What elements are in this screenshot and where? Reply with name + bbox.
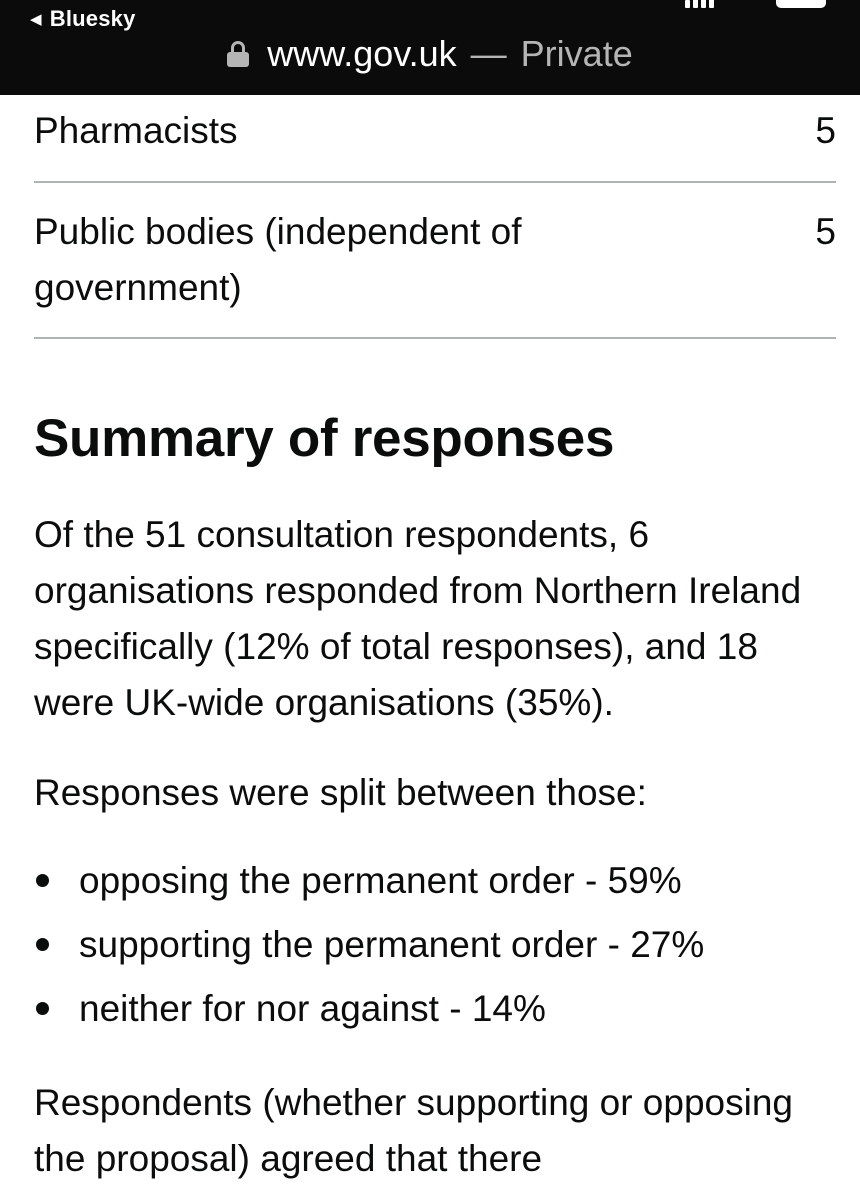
- response-split-list: [34, 849, 704, 1041]
- list-item: [34, 977, 704, 1041]
- list-item-text: supporting the permanent order - 27%: [79, 924, 705, 965]
- bullet-icon: [36, 1002, 49, 1015]
- bullet-icon: [36, 874, 49, 887]
- cellular-signal-icon: [685, 0, 714, 8]
- bullet-icon: [36, 938, 49, 951]
- list-item-text: neither for nor against - 14%: [79, 988, 546, 1029]
- back-arrow-icon: ◀: [30, 10, 42, 28]
- respondent-count-cell: 5: [815, 110, 836, 151]
- lock-icon: [227, 41, 249, 67]
- respondent-type-cell: Public bodies (independent of government): [34, 211, 522, 308]
- url-separator: —: [470, 33, 507, 74]
- table-row: [34, 103, 836, 183]
- list-item: [34, 913, 704, 977]
- list-item-text: opposing the permanent order - 59%: [79, 860, 682, 901]
- respondents-paragraph: Respondents (whether supporting or opposing the proposal) agreed that there: [34, 1082, 793, 1179]
- respondent-type-cell: Pharmacists: [34, 110, 238, 151]
- status-bar-icons: [685, 0, 826, 8]
- respondent-count-cell: 5: [815, 211, 836, 252]
- url-domain: www.gov.uk: [267, 33, 457, 74]
- section-heading: Summary of responses: [34, 409, 615, 468]
- split-intro-paragraph: Responses were split between those:: [34, 772, 647, 813]
- wifi-icon: [736, 0, 754, 8]
- table-row: [34, 204, 836, 339]
- back-app-label: Bluesky: [49, 6, 136, 31]
- browser-top-bar: [0, 0, 860, 95]
- battery-icon: [776, 0, 826, 8]
- address-bar[interactable]: [0, 28, 860, 80]
- summary-paragraph: Of the 51 consultation respondents, 6 organisations responded from Northern Ireland specifically (12% of total responses), and 18 were UK-wide organisations (35%).: [34, 514, 802, 723]
- list-item: [34, 849, 704, 913]
- browsing-mode-label: Private: [520, 33, 633, 74]
